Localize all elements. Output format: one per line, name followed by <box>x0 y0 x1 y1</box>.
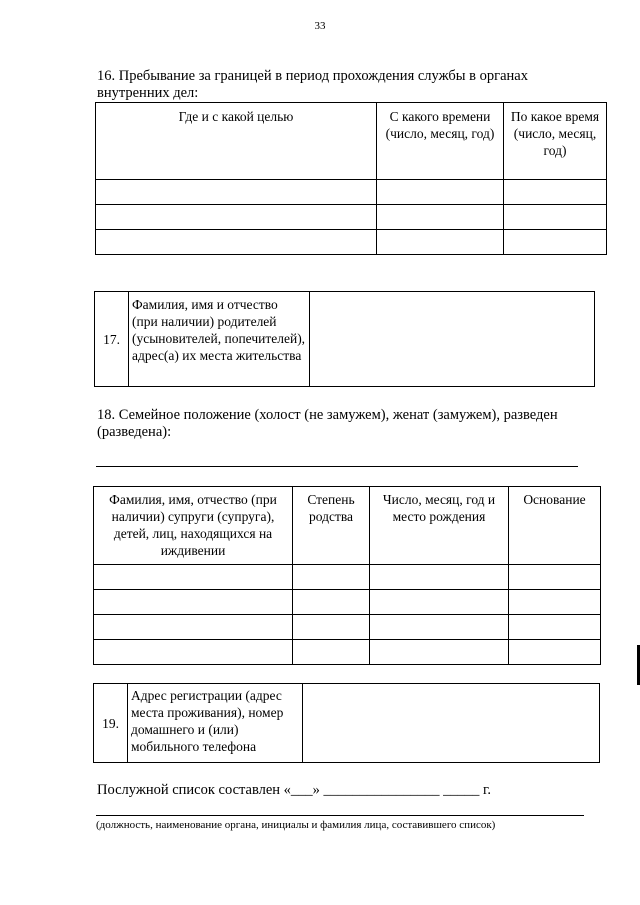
table-cell[interactable] <box>509 565 601 590</box>
table-cell[interactable] <box>96 230 377 255</box>
table-cell[interactable] <box>293 565 370 590</box>
table-cell[interactable] <box>377 180 504 205</box>
table-cell[interactable] <box>293 640 370 665</box>
table-row <box>96 180 607 205</box>
section-17-label: Фамилия, имя и отчество (при наличии) родителей (усыновителей, попечителей), адрес(а) их места жительства <box>129 292 310 387</box>
section-18-title-line1: 18. Семейное положение (холост (не замужем), женат (замужем), разведен <box>97 407 558 423</box>
section-19-label: Адрес регистрации (адрес места проживания), номер домашнего и (или) мобильного телефона <box>128 684 303 763</box>
table-cell[interactable] <box>293 615 370 640</box>
table-row <box>94 640 601 665</box>
marital-status-line[interactable] <box>96 466 578 467</box>
table-cell[interactable] <box>377 230 504 255</box>
table-abroad <box>95 102 607 255</box>
compiler-caption: (должность, наименование органа, инициалы и фамилия лица, составившего список) <box>96 819 496 831</box>
table-cell[interactable] <box>509 590 601 615</box>
table-cell[interactable] <box>509 640 601 665</box>
table-cell[interactable] <box>370 565 509 590</box>
table-cell[interactable] <box>94 565 293 590</box>
table-family <box>93 486 601 665</box>
header-relation: Степень родства <box>293 487 370 565</box>
table-address <box>93 683 600 763</box>
compiled-by-line: Послужной список составлен «___» ________________ _____ г. <box>97 782 491 798</box>
table-cell[interactable] <box>96 180 377 205</box>
table-cell[interactable] <box>504 230 607 255</box>
header-where-purpose: Где и с какой целью <box>96 103 377 180</box>
section-17-value[interactable] <box>310 292 595 387</box>
header-from-date: С какого времени (число, месяц, год) <box>377 103 504 180</box>
table-cell[interactable] <box>504 180 607 205</box>
compiler-signature-line[interactable] <box>96 815 584 816</box>
section-16-title-line1: 16. Пребывание за границей в период прохождения службы в органах <box>97 68 528 84</box>
table-cell[interactable] <box>94 640 293 665</box>
table-row <box>94 615 601 640</box>
table-cell[interactable] <box>370 615 509 640</box>
table-cell[interactable] <box>370 640 509 665</box>
section-16-title-line2: внутренних дел: <box>97 85 199 101</box>
table-row <box>96 230 607 255</box>
table-cell[interactable] <box>509 615 601 640</box>
table-cell[interactable] <box>377 205 504 230</box>
header-birth: Число, месяц, год и место рождения <box>370 487 509 565</box>
table-row <box>94 565 601 590</box>
table-cell[interactable] <box>94 615 293 640</box>
table-cell[interactable] <box>293 590 370 615</box>
section-19-number: 19. <box>94 684 128 763</box>
section-18-title-line2: (разведена): <box>97 424 172 440</box>
table-cell[interactable] <box>370 590 509 615</box>
table-row <box>96 205 607 230</box>
section-19-value[interactable] <box>303 684 600 763</box>
table-parents <box>94 291 595 387</box>
page-number: 33 <box>314 20 326 32</box>
header-to-date: По какое время (число, месяц, год) <box>504 103 607 180</box>
table-cell[interactable] <box>96 205 377 230</box>
section-17-number: 17. <box>95 292 129 387</box>
table-cell[interactable] <box>504 205 607 230</box>
table-cell[interactable] <box>94 590 293 615</box>
header-family-name: Фамилия, имя, отчество (при наличии) супруги (супруга), детей, лиц, находящихся на иждивении <box>94 487 293 565</box>
table-row <box>94 590 601 615</box>
header-basis: Основание <box>509 487 601 565</box>
